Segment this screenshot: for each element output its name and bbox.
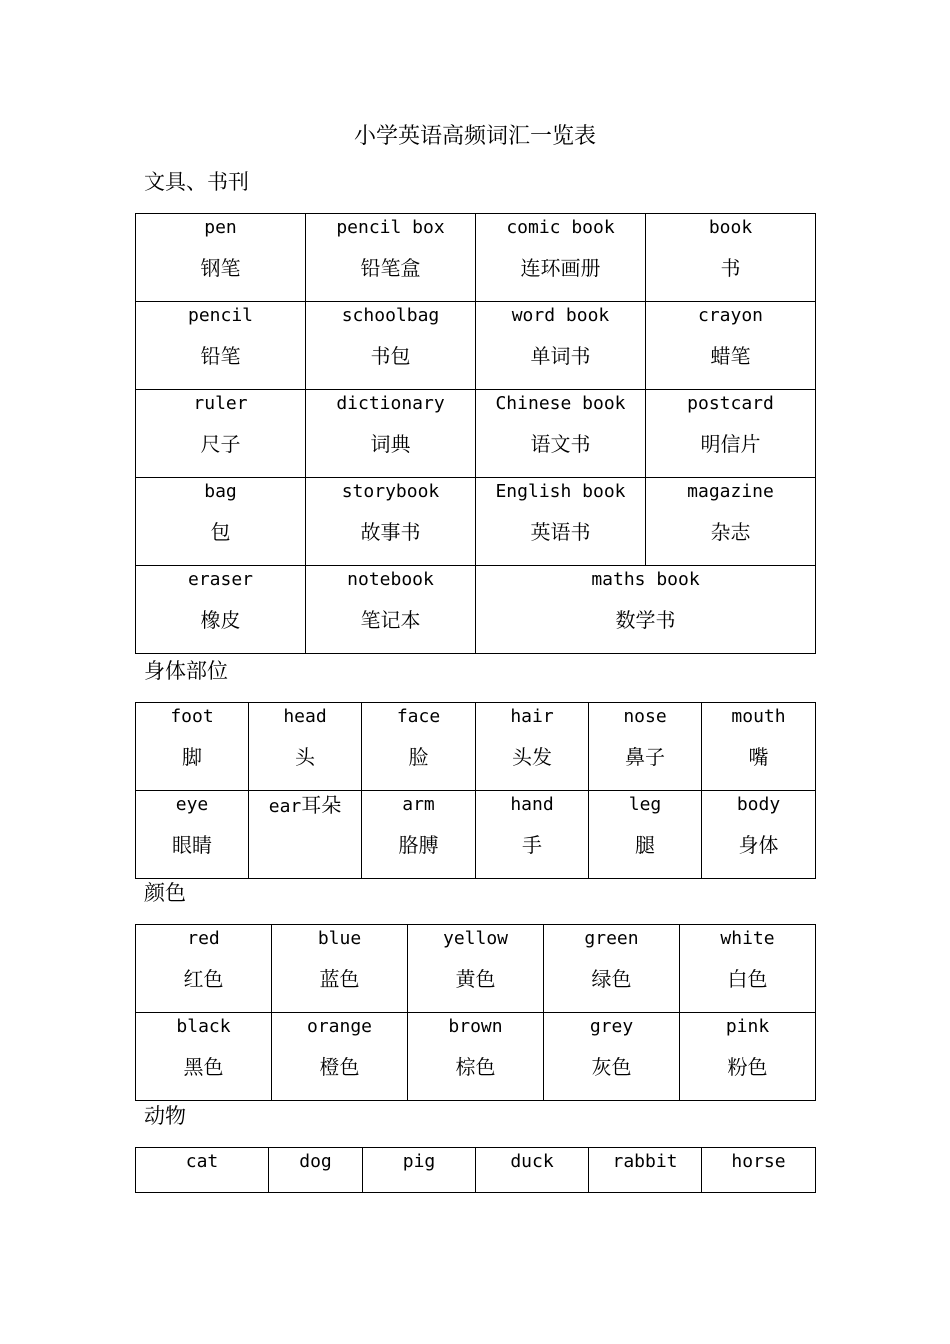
vocab-cell	[249, 791, 362, 879]
english-word: orange	[306, 1016, 373, 1037]
table-row	[136, 925, 816, 1013]
vocab-cell	[476, 390, 646, 478]
vocab-cell	[249, 703, 362, 791]
english-word: dictionary	[336, 393, 445, 414]
chinese-word: 头发	[512, 745, 552, 769]
vocab-cell	[476, 566, 816, 654]
vocab-cell	[136, 791, 249, 879]
chinese-word: 尺子	[200, 432, 241, 456]
english-word: bag	[204, 481, 237, 502]
chinese-word: 铅笔盒	[360, 256, 421, 280]
english-word: red	[187, 928, 220, 949]
english-word: pencil	[187, 305, 254, 326]
chinese-word: 蜡笔	[710, 344, 751, 368]
chinese-word: 书包	[370, 344, 411, 368]
vocab-cell	[476, 214, 646, 302]
english-word: duck	[510, 1151, 554, 1172]
chinese-word: 身体	[738, 833, 779, 857]
english-word: grey	[589, 1016, 634, 1037]
vocab-cell	[476, 302, 646, 390]
section-heading-colors: 颜色	[144, 881, 186, 905]
chinese-word: 胳膊	[398, 833, 439, 857]
english-word: yellow	[442, 928, 509, 949]
chinese-word: 橡皮	[200, 608, 241, 632]
english-word: cat	[185, 1151, 219, 1172]
chinese-word: 脚	[182, 745, 202, 769]
english-word: ruler	[193, 393, 248, 414]
vocab-cell	[362, 703, 476, 791]
chinese-word: 鼻子	[625, 745, 665, 769]
vocab-cell	[272, 925, 408, 1013]
chinese-word: 手	[522, 833, 542, 857]
table-row	[136, 1148, 816, 1193]
chinese-word: 故事书	[360, 520, 421, 544]
stationery-table	[135, 213, 816, 654]
chinese-word: 笔记本	[360, 608, 421, 632]
english-word: ear	[268, 796, 302, 817]
section-heading-body-parts: 身体部位	[144, 659, 228, 683]
english-word: Chinese book	[495, 393, 626, 414]
section-heading-stationery: 文具、书刊	[144, 170, 249, 194]
english-word: leg	[628, 794, 662, 815]
english-word: crayon	[697, 305, 764, 326]
chinese-word: 数学书	[615, 608, 676, 632]
english-word: white	[720, 928, 775, 949]
vocab-cell	[476, 478, 646, 566]
vocab-cell	[646, 390, 816, 478]
english-word: arm	[402, 794, 435, 815]
vocab-cell	[476, 703, 589, 791]
english-word: blue	[317, 928, 362, 949]
chinese-word: 棕色	[455, 1055, 496, 1079]
chinese-word: 粉色	[727, 1055, 768, 1079]
english-word: nose	[623, 706, 667, 727]
vocab-cell	[702, 791, 816, 879]
vocab-cell	[306, 478, 476, 566]
english-word: pen	[204, 217, 237, 238]
english-word: postcard	[687, 393, 774, 414]
vocab-cell	[589, 1148, 702, 1193]
english-word: body	[736, 794, 781, 815]
vocab-cell	[363, 1148, 476, 1193]
vocab-cell	[702, 1148, 816, 1193]
chinese-word: 黄色	[455, 967, 496, 991]
chinese-word: 耳朵	[301, 793, 342, 817]
vocab-cell	[306, 214, 476, 302]
vocab-cell	[272, 1013, 408, 1101]
section-heading-animals: 动物	[144, 1104, 186, 1128]
document-title: 小学英语高频词汇一览表	[353, 124, 596, 149]
chinese-word: 连环画册	[520, 256, 601, 280]
vocab-cell	[544, 1013, 680, 1101]
chinese-word: 橙色	[319, 1055, 360, 1079]
vocab-cell	[680, 925, 816, 1013]
english-word: black	[176, 1016, 231, 1037]
english-word: head	[283, 706, 327, 727]
animals-table	[135, 1147, 816, 1193]
vocab-cell	[646, 302, 816, 390]
table-row	[136, 390, 816, 478]
chinese-word: 杂志	[710, 520, 751, 544]
vocab-cell	[589, 791, 702, 879]
vocab-cell	[136, 214, 306, 302]
chinese-word: 灰色	[591, 1055, 632, 1079]
english-word: brown	[448, 1016, 503, 1037]
english-word: pig	[402, 1151, 436, 1172]
english-word: maths book	[591, 569, 700, 590]
english-word: hair	[510, 706, 554, 727]
english-word: green	[584, 928, 639, 949]
chinese-word: 词典	[370, 432, 411, 456]
chinese-word: 单词书	[530, 344, 591, 368]
vocab-cell	[269, 1148, 363, 1193]
english-word: word book	[511, 305, 610, 326]
vocab-cell	[136, 1013, 272, 1101]
vocab-cell	[589, 703, 702, 791]
colors-table	[135, 924, 816, 1101]
english-word: mouth	[731, 706, 786, 727]
body-parts-table	[135, 702, 816, 879]
english-word: pencil box	[336, 217, 445, 238]
chinese-word: 明信片	[700, 432, 761, 456]
chinese-word: 腿	[635, 833, 655, 857]
english-word: English book	[495, 481, 626, 502]
chinese-word: 眼睛	[172, 833, 212, 857]
vocab-cell	[136, 566, 306, 654]
table-row	[136, 478, 816, 566]
chinese-word: 头	[295, 745, 315, 769]
english-word: book	[708, 217, 753, 238]
english-word: eye	[175, 794, 209, 815]
vocab-cell	[680, 1013, 816, 1101]
vocab-cell	[306, 566, 476, 654]
english-word: horse	[731, 1151, 786, 1172]
vocab-cell	[136, 478, 306, 566]
table-row	[136, 1013, 816, 1101]
vocab-cell	[306, 302, 476, 390]
table-row	[136, 302, 816, 390]
english-word: notebook	[347, 569, 434, 590]
english-word: foot	[170, 706, 214, 727]
english-word: pink	[725, 1016, 770, 1037]
chinese-word: 红色	[183, 967, 224, 991]
chinese-word: 语文书	[530, 432, 591, 456]
vocab-cell	[136, 925, 272, 1013]
vocab-cell	[646, 214, 816, 302]
table-row	[136, 566, 816, 654]
vocab-cell	[362, 791, 476, 879]
vocab-cell	[408, 1013, 544, 1101]
chinese-word: 蓝色	[319, 967, 360, 991]
vocab-cell	[408, 925, 544, 1013]
english-word: comic book	[506, 217, 615, 238]
english-word: face	[396, 706, 441, 727]
chinese-word: 绿色	[591, 967, 632, 991]
english-word: rabbit	[612, 1151, 678, 1172]
vocab-cell	[306, 390, 476, 478]
chinese-word: 白色	[727, 967, 768, 991]
english-word: dog	[299, 1151, 332, 1172]
vocab-cell	[646, 478, 816, 566]
table-row	[136, 703, 816, 791]
english-word: eraser	[187, 569, 254, 590]
english-word: storybook	[341, 481, 440, 502]
chinese-word: 脸	[408, 745, 429, 769]
vocab-cell	[702, 703, 816, 791]
chinese-word: 嘴	[748, 745, 769, 769]
chinese-word: 铅笔	[200, 344, 241, 368]
vocab-cell	[136, 703, 249, 791]
vocab-cell	[136, 1148, 269, 1193]
chinese-word: 书	[720, 256, 741, 280]
table-row	[136, 214, 816, 302]
vocab-cell	[136, 390, 306, 478]
chinese-word: 钢笔	[200, 256, 241, 280]
chinese-word: 黑色	[183, 1055, 224, 1079]
english-word: schoolbag	[341, 305, 440, 326]
vocab-cell	[136, 302, 306, 390]
vocab-cell	[476, 1148, 589, 1193]
chinese-word: 包	[210, 520, 231, 544]
chinese-word: 英语书	[530, 520, 591, 544]
vocab-cell	[476, 791, 589, 879]
vocab-cell	[544, 925, 680, 1013]
english-word: magazine	[687, 481, 774, 502]
english-word: hand	[510, 794, 554, 815]
table-row	[136, 791, 816, 879]
